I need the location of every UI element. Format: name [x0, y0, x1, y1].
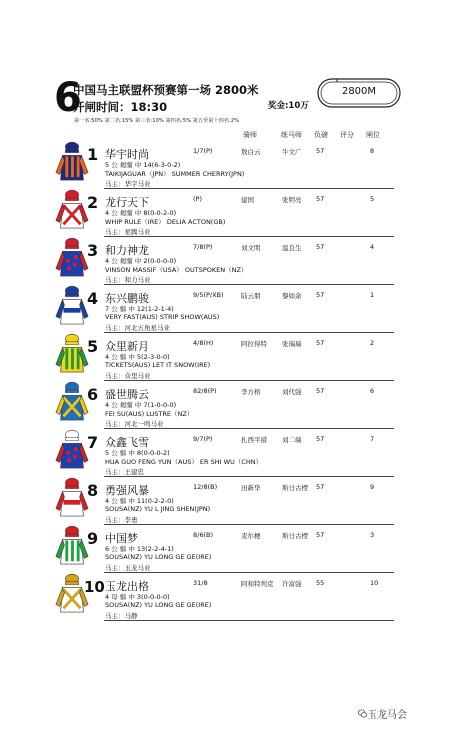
jockey-name: 扎西平措	[241, 436, 267, 444]
jockey-silk-icon	[54, 523, 90, 571]
runner-number: 2	[87, 193, 99, 212]
runner-number: 9	[87, 529, 99, 548]
recent-form: 9/7(P)	[193, 435, 213, 443]
horse-name: 盛世腾云	[105, 388, 149, 401]
runner-row	[54, 239, 394, 285]
horse-owner: 马主：王建忠	[105, 468, 144, 476]
trainer-name: 许富强	[282, 580, 302, 588]
recent-form: 7/8(P)	[193, 243, 213, 251]
jockey-silk-icon	[54, 139, 90, 187]
row-divider	[104, 476, 394, 477]
carried-weight: 57	[316, 291, 325, 299]
draw: 8	[370, 147, 375, 155]
trainer-name: 斯日古楞	[282, 484, 308, 492]
horse-pedigree: VINSON MASSIF（USA） OUTSPOKEN（NZ）	[105, 266, 248, 274]
recent-form: 12/8(B)	[193, 483, 218, 491]
wechat-icon	[358, 709, 367, 718]
recent-form: 82/8(P)	[193, 387, 217, 395]
jockey-silk-icon	[54, 235, 90, 283]
row-divider	[104, 620, 394, 621]
jockey-silk-icon	[54, 427, 90, 475]
race-number: 6	[54, 75, 82, 121]
horse-name: 中国梦	[105, 532, 138, 545]
jockey-name: 建国	[241, 196, 254, 204]
horse-details: 4 公 褐骝 中 2(0-0-0-0)	[105, 257, 177, 265]
horse-pedigree: SOUSA(NZ) YU LONG GE GE(IRE)	[105, 601, 212, 609]
carried-weight: 57	[316, 147, 325, 155]
runner-number: 8	[87, 481, 99, 500]
horse-owner: 马主：马静	[105, 612, 138, 620]
horse-name: 和力神龙	[105, 244, 149, 257]
horse-pedigree: VERY FAST(AUS) STRIP SHOW(AUS)	[105, 313, 220, 321]
runner-number: 3	[87, 241, 99, 260]
carried-weight: 57	[316, 387, 325, 395]
horse-owner: 马主：河北五角星马业	[105, 324, 170, 332]
horse-owner: 马主：和力马业	[105, 276, 151, 284]
recent-form: 9/5(P/XB)	[193, 291, 224, 299]
draw: 2	[370, 339, 375, 347]
horse-owner: 马主：李勇	[105, 516, 138, 524]
horse-details: 4 公 褐骝 中 7(1-0-0-0)	[105, 401, 177, 409]
column-header-weight: 负磅	[314, 131, 328, 139]
trainer-name: 刘二端	[282, 436, 302, 444]
prize-distribution: 第一名:50% 第二名:15% 第三名:10% 第四名:5% 第五至第十四名:2%	[74, 118, 239, 124]
trainer-name: 刘代强	[282, 388, 302, 396]
horse-pedigree: SOUSA(NZ) YU LONG GE GE(IRE)	[105, 553, 212, 561]
row-divider	[104, 428, 394, 429]
row-divider	[104, 284, 394, 285]
race-start-time: 开闸时间：18:30	[73, 100, 168, 114]
column-header-trainer: 练马师	[281, 131, 302, 139]
jockey-silk-icon	[54, 331, 90, 379]
runner-row	[54, 527, 394, 573]
runner-row	[54, 287, 394, 333]
runner-row	[54, 143, 394, 189]
race-title: 中国马主联盟杯预赛第一场 2800米	[73, 83, 259, 97]
trainer-name: 斯日古楞	[282, 532, 308, 540]
horse-pedigree: SOUSA(NZ) YU L JING SHEN(JPN)	[105, 505, 211, 513]
column-header-draw: 闸位	[366, 131, 380, 139]
row-divider	[104, 332, 394, 333]
horse-details: 4 公 骝 中 5(2-3-0-0)	[105, 353, 170, 361]
runner-number: 7	[87, 433, 99, 452]
draw: 1	[370, 291, 375, 299]
jockey-name: 李方格	[241, 388, 261, 396]
horse-owner: 马主：河北一鸣马业	[105, 420, 164, 428]
draw: 3	[370, 531, 375, 539]
jockey-silk-icon	[54, 283, 90, 331]
runner-row	[54, 383, 394, 429]
horse-details: 6 公 骝 中 13(2-2-4-1)	[105, 545, 174, 553]
horse-name: 众里新月	[105, 340, 149, 353]
draw: 5	[370, 195, 375, 203]
jockey-silk-icon	[54, 475, 90, 523]
draw: 9	[370, 483, 375, 491]
footer-brand: 玉龙马会	[367, 710, 407, 721]
jockey-name: 麦尔梗	[241, 532, 261, 540]
carried-weight: 57	[316, 531, 325, 539]
race-header	[0, 0, 450, 140]
trainer-name: 温良生	[282, 244, 302, 252]
draw: 6	[370, 387, 375, 395]
runner-number: 10	[84, 578, 105, 596]
draw: 4	[370, 243, 375, 251]
jockey-silk-icon	[54, 379, 90, 427]
carried-weight: 57	[316, 195, 325, 203]
carried-weight: 57	[316, 483, 325, 491]
trainer-name: 张瑞瑞	[282, 340, 302, 348]
horse-details: 5 公 骝 中 8(0-0-0-2)	[105, 449, 170, 457]
trainer-name: 牛文广	[282, 148, 302, 156]
row-divider	[104, 572, 394, 573]
horse-name: 龙行天下	[105, 196, 149, 209]
recent-form: 1/7(P)	[193, 147, 213, 155]
carried-weight: 57	[316, 339, 325, 347]
trainer-name: 张明亮	[282, 196, 302, 204]
column-header-rating: 评分	[340, 131, 354, 139]
horse-details: 7 公 骝 中 12(1-2-1-4)	[105, 305, 174, 313]
horse-name: 众鑫飞雪	[105, 436, 149, 449]
jockey-name: 田新华	[241, 484, 261, 492]
runner-row	[54, 335, 394, 381]
recent-form: 4/8(H)	[193, 339, 214, 347]
runner-row	[54, 479, 394, 525]
horse-details: 5 公 褐骝 中 14(6-3-0-2)	[105, 161, 181, 169]
horse-pedigree: WHIP RULE（IRE） DELIA ACTON(GB)	[105, 218, 226, 226]
jockey-name: 阿和特列克	[241, 580, 274, 588]
carried-weight: 55	[316, 579, 325, 587]
draw: 10	[370, 579, 379, 587]
runner-row	[54, 191, 394, 237]
horse-owner: 马主：玉龙马业	[105, 564, 151, 572]
horse-name: 华宇时尚	[105, 148, 149, 161]
horse-owner: 马主：华宇马业	[105, 180, 151, 188]
trainer-name: 黎如余	[282, 292, 302, 300]
runner-number: 1	[87, 145, 99, 164]
runner-number: 6	[87, 385, 99, 404]
carried-weight: 57	[316, 435, 325, 443]
draw: 7	[370, 435, 375, 443]
horse-pedigree: TAIKIJAGUAR（JPN） SUMMER CHERRY(JPN)	[105, 170, 245, 178]
horse-name: 东兴鹏骏	[105, 292, 149, 305]
runner-number: 4	[87, 289, 99, 308]
jockey-name: 敖白云	[241, 148, 261, 156]
runner-number: 5	[87, 337, 99, 356]
race-prize: 奖金:10万	[268, 101, 309, 111]
recent-form: 31/8	[193, 579, 208, 587]
horse-owner: 马主：星腾马业	[105, 228, 151, 236]
carried-weight: 57	[316, 243, 325, 251]
horse-pedigree: FEI SU(AUS) LUSTRE（NZ）	[105, 410, 194, 418]
jockey-silk-icon	[54, 187, 90, 235]
horse-name: 玉龙出格	[105, 580, 149, 593]
horse-pedigree: HUA GUO FENG YUN（AUS） ER SHI WU（CHN）	[105, 458, 263, 466]
track-icon	[317, 78, 401, 108]
runner-row	[54, 431, 394, 477]
row-divider	[104, 236, 394, 237]
jockey-name: 陆云朋	[241, 292, 261, 300]
column-header-jockey: 骑师	[243, 131, 257, 139]
row-divider	[104, 188, 394, 189]
horse-owner: 马主：众里马业	[105, 372, 151, 380]
horse-details: 4 公 骝 中 11(0-2-2-0)	[105, 497, 174, 505]
jockey-name: 刘文明	[241, 244, 261, 252]
horse-pedigree: TICKETS(AUS) LET IT SNOW(IRE)	[105, 361, 211, 369]
row-divider	[104, 524, 394, 525]
horse-name: 勇强风暴	[105, 484, 149, 497]
horse-details: 4 母 骝 中 3(0-0-0-0)	[105, 593, 170, 601]
runner-row	[54, 575, 394, 621]
recent-form: (P)	[193, 195, 202, 203]
horse-details: 4 公 褐骝 中 8(0-0-2-0)	[105, 209, 177, 217]
recent-form: 8/6(B)	[193, 531, 213, 539]
row-divider	[104, 380, 394, 381]
jockey-name: 阿拉得特	[241, 340, 267, 348]
track-distance-label: 2800M	[341, 86, 377, 97]
